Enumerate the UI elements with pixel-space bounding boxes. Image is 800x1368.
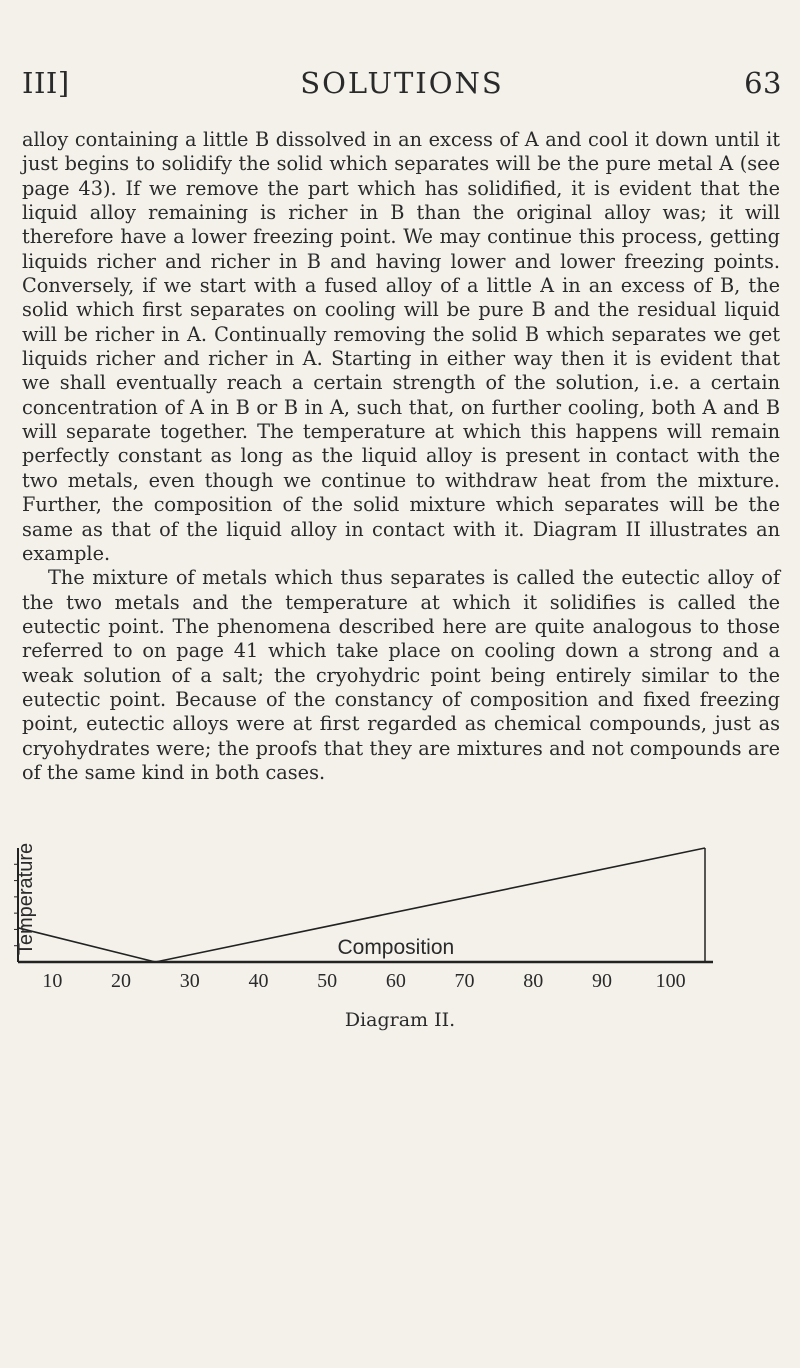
x-tick-label: 80 xyxy=(523,970,544,992)
series-line-1 xyxy=(18,928,155,962)
paragraph-2: The mixture of metals which thus separates is called the eutectic alloy of the two metals and the temperature at which it solidifies is called the eutectic point. The phenomena described here are quite analogous to those referred to on page 41 which take place on cooling down a strong and a weak solution of a salt; the cryohydric point being entirely similar to the eutectic point. Because of the constancy of composition and fixed freezing point, eutectic alloys were at first regarded as chemical compounds, just as cryohydrates were; the proofs that they are mixtures and not compounds are of the same kind in both cases. xyxy=(22,566,780,784)
x-tick-label: 50 xyxy=(317,970,338,992)
x-tick-label: 90 xyxy=(591,970,612,992)
y-axis-label: Temperature xyxy=(15,842,37,956)
chapter-number: III] xyxy=(22,66,70,100)
body-text xyxy=(22,128,780,785)
x-tick-label: 20 xyxy=(111,970,132,992)
x-tick-label: 60 xyxy=(385,970,406,992)
diagram-ii xyxy=(0,840,800,1020)
page-number: 63 xyxy=(744,66,782,100)
x-axis-label: Composition xyxy=(337,936,455,959)
x-tick-label: 10 xyxy=(42,970,63,992)
figure-caption: Diagram II. xyxy=(344,1009,456,1031)
x-tick-label: 40 xyxy=(248,970,269,992)
paragraph-1: alloy containing a little B dissolved in an excess of A and cool it down until it just begins to solidify the solid which separates will be the pure metal A (see page 43). If we remove the part which has solidified, it is evident that the liquid alloy remaining is richer in B than the original alloy was; it will therefore have a lower freezing point. We may continue this process, getting liquids richer and richer in B and having lower and lower freezing points. Conversely, if we start with a fused alloy of a little A in an excess of B, the solid which first separates on cooling will be pure B and the residual liquid will be richer in A. Continually removing the solid B which separates we get liquids richer and richer in A. Starting in either way then it is evident that we shall eventually reach a certain strength of the solution, i.e. a certain concentration of A in B or B in A, such that, on further cooling, both A and B will separate together. The temperature at which this happens will remain perfectly constant as long as the liquid alloy is present in contact with the two metals, even though we continue to withdraw heat from the mixture. Further, the composition of the solid mixture which separates will be the same as that of the liquid alloy in contact with it. Diagram II illustrates an example. xyxy=(22,128,780,565)
x-tick-label: 70 xyxy=(454,970,475,992)
running-header xyxy=(22,66,782,106)
eutectic-diagram xyxy=(0,840,800,1020)
x-tick-label: 100 xyxy=(655,970,686,992)
running-title: SOLUTIONS xyxy=(300,66,504,100)
x-tick-label: 30 xyxy=(179,970,200,992)
